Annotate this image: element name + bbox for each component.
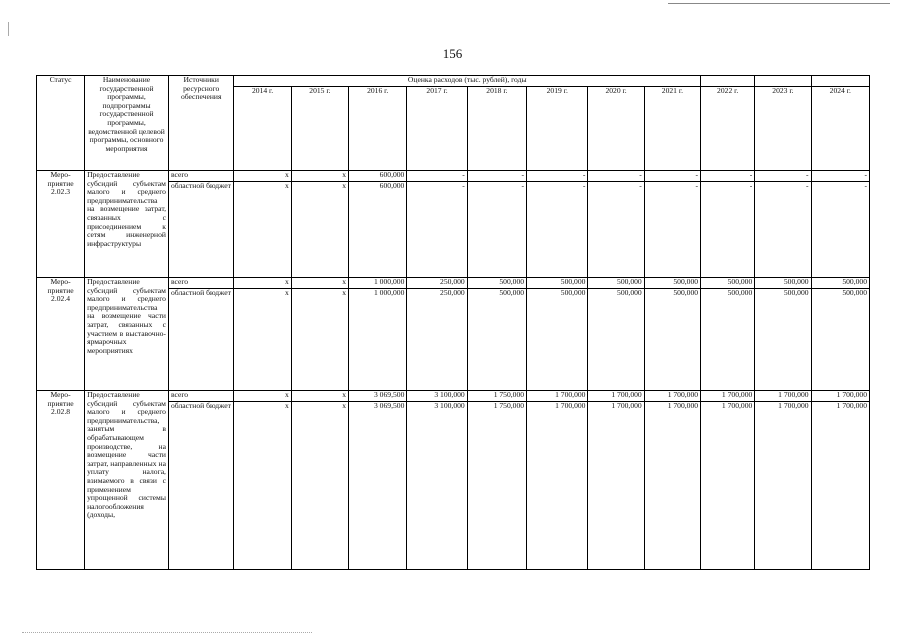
- header-name: Наименование государственной программы, подпрограммы государственной программы, ведомственной целевой программы, основного мероприятия: [85, 76, 169, 171]
- cell-value: 500,000: [644, 289, 700, 391]
- header-blank: [755, 76, 811, 87]
- table-row: [37, 278, 870, 289]
- cell-value: х: [291, 391, 348, 402]
- header-year: 2018 г.: [467, 87, 526, 171]
- cell-value: -: [407, 171, 467, 182]
- cell-value: х: [234, 289, 291, 391]
- header-year: 2020 г.: [588, 87, 644, 171]
- cell-value: -: [644, 171, 700, 182]
- row-name: Предоставление субсидий субъектам малого и среднего предпринимательства на возмещение части затрат, связанных с участием в выставочно-ярмарочных мероприятиях: [85, 278, 169, 391]
- row-source: областной бюджет: [168, 402, 233, 570]
- cell-value: 1 700,000: [588, 391, 644, 402]
- row-status: Меро-приятие 2.02.3: [37, 171, 85, 278]
- cell-value: 1 700,000: [588, 402, 644, 570]
- cell-value: 1 750,000: [467, 391, 526, 402]
- header-year: 2015 г.: [291, 87, 348, 171]
- cell-value: -: [701, 171, 755, 182]
- cell-value: х: [291, 171, 348, 182]
- scan-artifact-tick: [8, 22, 9, 36]
- cell-value: -: [644, 182, 700, 278]
- cell-value: 500,000: [588, 289, 644, 391]
- header-year: 2024 г.: [811, 87, 869, 171]
- cell-value: х: [291, 278, 348, 289]
- cell-value: 500,000: [467, 278, 526, 289]
- row-source: всего: [168, 391, 233, 402]
- row-source: областной бюджет: [168, 182, 233, 278]
- cell-value: 500,000: [527, 278, 588, 289]
- cell-value: -: [588, 182, 644, 278]
- row-source: всего: [168, 171, 233, 182]
- cell-value: 500,000: [811, 278, 869, 289]
- cell-value: 1 700,000: [755, 402, 811, 570]
- header-status: Статус: [37, 76, 85, 171]
- cell-value: 1 700,000: [527, 402, 588, 570]
- header-year: 2022 г.: [701, 87, 755, 171]
- cell-value: 1 700,000: [811, 402, 869, 570]
- row-status: Меро-приятие 2.02.4: [37, 278, 85, 391]
- cell-value: 1 700,000: [644, 402, 700, 570]
- header-sources: Источники ресурсного обеспечения: [168, 76, 233, 171]
- cell-value: 3 100,000: [407, 391, 467, 402]
- scan-artifact-line: [668, 3, 890, 4]
- header-year: 2016 г.: [349, 87, 407, 171]
- cell-value: 1 700,000: [644, 391, 700, 402]
- cell-value: 3 100,000: [407, 402, 467, 570]
- row-status: Меро-приятие 2.02.8: [37, 391, 85, 570]
- cell-value: 250,000: [407, 278, 467, 289]
- cell-value: х: [234, 391, 291, 402]
- cell-value: 500,000: [811, 289, 869, 391]
- cell-value: 1 700,000: [701, 402, 755, 570]
- cell-value: 500,000: [527, 289, 588, 391]
- header-estimate: Оценка расходов (тыс. рублей), годы: [234, 76, 701, 87]
- cell-value: 1 000,000: [349, 289, 407, 391]
- cell-value: 500,000: [701, 289, 755, 391]
- cell-value: 500,000: [755, 289, 811, 391]
- cell-value: 500,000: [588, 278, 644, 289]
- page-number: 156: [442, 46, 463, 61]
- cell-value: -: [407, 182, 467, 278]
- cell-value: -: [467, 171, 526, 182]
- table-row: [37, 391, 870, 402]
- cell-value: -: [755, 182, 811, 278]
- cell-value: х: [234, 402, 291, 570]
- header-year: 2023 г.: [755, 87, 811, 171]
- cell-value: 1 700,000: [755, 391, 811, 402]
- row-name: Предоставление субсидий субъектам малого и среднего предпринимательства, занятым в обрабатывающем производстве, на возмещение части затрат, направленных на уплату налога, взимаемого в связи с применением упрощенной системы налогообложения (доходы,: [85, 391, 169, 570]
- header-year: 2014 г.: [234, 87, 291, 171]
- cell-value: 500,000: [644, 278, 700, 289]
- cell-value: 1 750,000: [467, 402, 526, 570]
- cell-value: 3 069,500: [349, 391, 407, 402]
- cell-value: -: [811, 182, 869, 278]
- cell-value: х: [234, 182, 291, 278]
- cell-value: -: [527, 182, 588, 278]
- cell-value: х: [291, 182, 348, 278]
- cell-value: 1 700,000: [701, 391, 755, 402]
- cell-value: 3 069,500: [349, 402, 407, 570]
- header-year: 2017 г.: [407, 87, 467, 171]
- cell-value: 250,000: [407, 289, 467, 391]
- cell-value: -: [527, 171, 588, 182]
- cell-value: 600,000: [349, 182, 407, 278]
- cell-value: 500,000: [701, 278, 755, 289]
- header-blank: [701, 76, 755, 87]
- header-year: 2019 г.: [527, 87, 588, 171]
- cell-value: -: [701, 182, 755, 278]
- cell-value: -: [755, 171, 811, 182]
- header-year: 2021 г.: [644, 87, 700, 171]
- cell-value: 500,000: [755, 278, 811, 289]
- cell-value: 1 700,000: [527, 391, 588, 402]
- cell-value: х: [234, 171, 291, 182]
- row-source: всего: [168, 278, 233, 289]
- scan-artifact-footer: [22, 632, 312, 633]
- cell-value: -: [588, 171, 644, 182]
- cell-value: х: [234, 278, 291, 289]
- cell-value: -: [811, 171, 869, 182]
- table-row: [37, 171, 870, 182]
- cell-value: 1 000,000: [349, 278, 407, 289]
- cell-value: х: [291, 289, 348, 391]
- cell-value: х: [291, 402, 348, 570]
- cell-value: 1 700,000: [811, 391, 869, 402]
- budget-table: [36, 75, 870, 570]
- cell-value: 600,000: [349, 171, 407, 182]
- cell-value: 500,000: [467, 289, 526, 391]
- cell-value: -: [467, 182, 526, 278]
- header-blank: [811, 76, 869, 87]
- row-name: Предоставление субсидий субъектам малого и среднего предпринимательства на возмещение затрат, связанных с присоединением к сетям инженерной инфраструктуры: [85, 171, 169, 278]
- row-source: областной бюджет: [168, 289, 233, 391]
